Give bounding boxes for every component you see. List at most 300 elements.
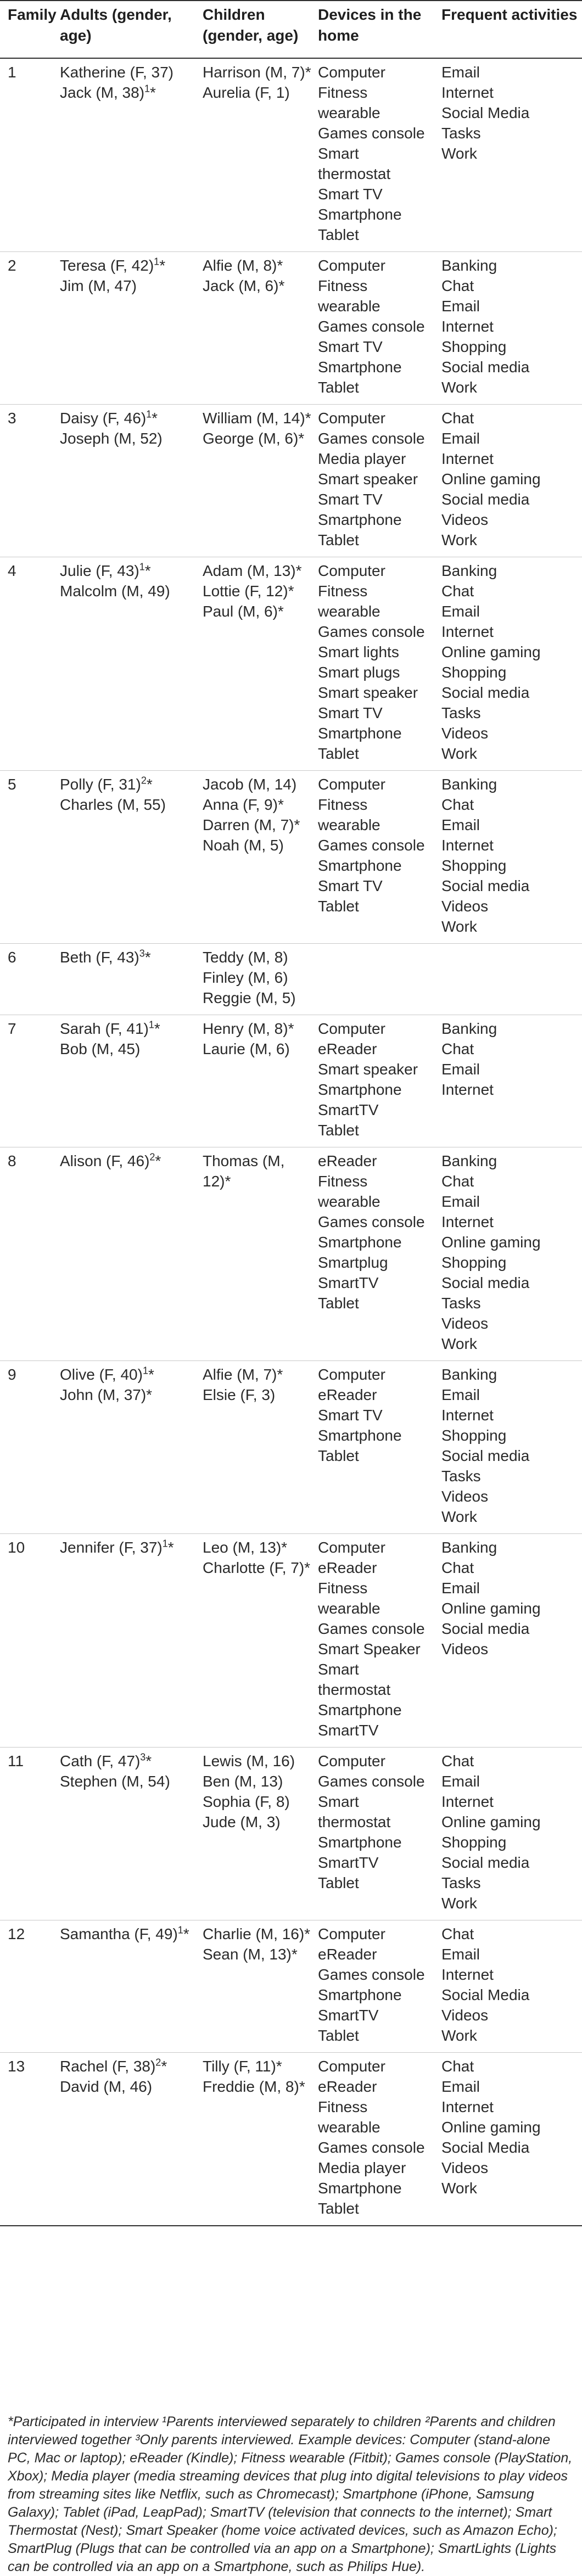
adult-name: Sarah (F, 41) (60, 1020, 149, 1037)
table-row (0, 252, 582, 405)
cell-family: 4 (0, 557, 52, 771)
cell-children (195, 1015, 310, 1147)
cell-children (195, 1534, 310, 1748)
activity-entry: Chat (441, 583, 474, 600)
cell-family: 11 (0, 1748, 52, 1920)
adult-name: Jim (M, 47) (60, 277, 137, 294)
child-entry: Alfie (M, 8)* (203, 257, 283, 274)
activity-entry: Email (441, 1773, 480, 1790)
interview-marker: * (183, 1925, 189, 1942)
activity-entry: Work (441, 1335, 477, 1352)
activity-entry: Social media (441, 1274, 530, 1291)
activity-entry: Social media (441, 1854, 530, 1871)
interview-marker: * (159, 257, 166, 274)
device-entry: eReader (318, 1040, 377, 1057)
cell-activities (434, 1920, 582, 2053)
child-entry: Thomas (M, 12)* (203, 1152, 285, 1190)
cell-activities (434, 1534, 582, 1748)
footnote-marker: 1 (139, 561, 145, 573)
cell-family: 6 (0, 944, 52, 1015)
activity-entry: Tasks (441, 704, 481, 721)
device-entry: Fitness wearable (318, 583, 380, 620)
activity-entry: Email (441, 64, 480, 81)
device-entry: Smart speaker (318, 684, 418, 701)
device-entry: eReader (318, 1946, 377, 1963)
cell-family: 12 (0, 1920, 52, 2053)
activity-entry: Online gaming (441, 643, 541, 660)
cell-activities (434, 1015, 582, 1147)
cell-adults (52, 771, 195, 944)
device-entry: Smart thermostat (318, 145, 391, 182)
activity-entry: Banking (441, 1539, 497, 1556)
adult-name: Katherine (F, 37) (60, 64, 174, 81)
activity-entry: Chat (441, 277, 474, 294)
device-entry: eReader (318, 1152, 377, 1169)
activity-entry: Work (441, 2027, 477, 2044)
child-entry: Sophia (F, 8) (203, 1793, 290, 1810)
activity-entry: Social media (441, 491, 530, 508)
adult-name: Stephen (M, 54) (60, 1773, 170, 1790)
activity-entry: Videos (441, 511, 489, 528)
table-row (0, 1534, 582, 1748)
device-entry: Games console (318, 1773, 425, 1790)
adult-name: Samantha (F, 49) (60, 1925, 178, 1942)
activity-entry: Banking (441, 1366, 497, 1383)
device-entry: Smart Speaker (318, 1640, 421, 1657)
child-entry: Aurelia (F, 1) (203, 84, 290, 101)
activity-entry: Email (441, 298, 480, 315)
table-row (0, 1361, 582, 1534)
activity-entry: Work (441, 1508, 477, 1525)
child-entry: Noah (M, 5) (203, 837, 284, 854)
interview-marker: * (146, 1752, 152, 1769)
device-entry: Smartphone (318, 1986, 402, 2003)
adult-name: Jack (M, 38) (60, 84, 145, 101)
activity-entry: Work (441, 379, 477, 396)
activity-entry: Online gaming (441, 2119, 541, 2136)
device-entry: Tablet (318, 531, 359, 548)
cell-activities (434, 2053, 582, 2226)
cell-activities (434, 58, 582, 252)
activity-entry: Social Media (441, 2139, 530, 2156)
footnote-marker: 3 (140, 1751, 146, 1763)
activity-entry: Work (441, 918, 477, 935)
activity-entry: Chat (441, 1040, 474, 1057)
child-entry: Lottie (F, 12)* (203, 583, 294, 600)
cell-devices (310, 1748, 434, 1920)
device-entry: SmartTV (318, 1722, 379, 1739)
adult-name: Jennifer (F, 37) (60, 1539, 163, 1556)
cell-children (195, 1361, 310, 1534)
child-entry: Adam (M, 13)* (203, 562, 302, 579)
footnote-marker: 1 (162, 1538, 168, 1549)
activity-entry: Videos (441, 1315, 489, 1332)
activity-entry: Internet (441, 1213, 494, 1230)
cell-family: 1 (0, 58, 52, 252)
cell-adults (52, 557, 195, 771)
device-entry: Tablet (318, 226, 359, 243)
table-row (0, 771, 582, 944)
header-activities: Frequent activities (434, 1, 582, 58)
cell-adults (52, 1748, 195, 1920)
activity-entry: Internet (441, 318, 494, 335)
cell-activities (434, 1147, 582, 1361)
adult-name: Julie (F, 43) (60, 562, 139, 579)
cell-adults (52, 252, 195, 405)
child-entry: Reggie (M, 5) (203, 989, 296, 1006)
table-row (0, 1147, 582, 1361)
child-entry: Lewis (M, 16) (203, 1752, 295, 1769)
device-entry: Computer (318, 1366, 385, 1383)
cell-devices (310, 1147, 434, 1361)
device-entry: SmartTV (318, 1101, 379, 1118)
device-entry: Smart thermostat (318, 1661, 391, 1698)
child-entry: Jack (M, 6)* (203, 277, 285, 294)
adult-name: Rachel (F, 38) (60, 2058, 156, 2075)
activity-entry: Chat (441, 410, 474, 427)
adult-entry (60, 1924, 191, 1944)
interview-marker: * (155, 1152, 161, 1169)
activity-entry: Chat (441, 2058, 474, 2075)
adult-name: Cath (F, 47) (60, 1752, 141, 1769)
interview-marker: * (161, 2058, 167, 2075)
adult-name: Polly (F, 31) (60, 776, 141, 793)
device-entry: Computer (318, 776, 385, 793)
device-entry: Smartphone (318, 1834, 402, 1851)
child-entry: Charlie (M, 16)* (203, 1925, 311, 1942)
activity-entry: Email (441, 1061, 480, 1078)
device-entry: Fitness wearable (318, 1173, 380, 1210)
footnote-marker: 3 (139, 948, 145, 959)
child-entry: Henry (M, 8)* (203, 1020, 294, 1037)
footnote-marker: 2 (149, 1151, 155, 1163)
table-row (0, 1920, 582, 2053)
cell-activities (434, 1748, 582, 1920)
footnote-marker: 1 (146, 408, 152, 420)
device-entry: Computer (318, 64, 385, 81)
adult-entry (60, 2076, 191, 2097)
device-entry: Computer (318, 257, 385, 274)
adult-entry (60, 561, 191, 581)
activity-entry: Banking (441, 562, 497, 579)
activity-entry: Internet (441, 623, 494, 640)
interview-marker: * (144, 949, 151, 966)
activity-entry: Shopping (441, 664, 507, 681)
device-entry: Computer (318, 410, 385, 427)
device-entry: Tablet (318, 1447, 359, 1464)
device-entry: Smartphone (318, 1427, 402, 1444)
activity-entry: Tasks (441, 1468, 481, 1485)
activity-entry: Online gaming (441, 1234, 541, 1251)
footnote-marker: 1 (154, 256, 160, 267)
device-entry: Fitness wearable (318, 2098, 380, 2136)
device-entry: Smartphone (318, 1081, 402, 1098)
activity-entry: Social media (441, 877, 530, 894)
activity-entry: Shopping (441, 338, 507, 355)
activity-entry: Internet (441, 1081, 494, 1098)
cell-adults (52, 1147, 195, 1361)
adult-name: John (M, 37) (60, 1386, 147, 1403)
adult-name: Charles (M, 55) (60, 796, 166, 813)
cell-children (195, 2053, 310, 2226)
table-row (0, 1748, 582, 1920)
activity-entry: Online gaming (441, 1600, 541, 1617)
activity-entry: Videos (441, 725, 489, 742)
cell-family: 10 (0, 1534, 52, 1748)
activity-entry: Email (441, 1580, 480, 1597)
cell-adults (52, 58, 195, 252)
activity-entry: Chat (441, 1925, 474, 1942)
cell-activities (434, 944, 582, 1015)
adult-name: David (M, 46) (60, 2078, 153, 2095)
activity-entry: Tasks (441, 1874, 481, 1891)
activity-entry: Social media (441, 359, 530, 376)
device-entry: Smartphone (318, 1234, 402, 1251)
cell-children (195, 58, 310, 252)
table-row (0, 944, 582, 1015)
header-adults: Adults (gender, age) (52, 1, 195, 58)
interview-marker: * (148, 1366, 154, 1383)
adult-name: Olive (F, 40) (60, 1366, 143, 1383)
adult-entry (60, 276, 191, 296)
adult-entry (60, 581, 191, 601)
interview-marker: * (154, 1020, 160, 1037)
device-entry: Tablet (318, 2027, 359, 2044)
cell-devices (310, 1015, 434, 1147)
activity-entry: Internet (441, 1966, 494, 1983)
device-entry: Smart TV (318, 877, 383, 894)
footnote-marker: 1 (148, 1019, 154, 1031)
cell-adults (52, 944, 195, 1015)
cell-adults (52, 1920, 195, 2053)
cell-family: 2 (0, 252, 52, 405)
activity-entry: Social media (441, 684, 530, 701)
table-header (0, 1, 582, 58)
device-entry: Computer (318, 1752, 385, 1769)
device-entry: Fitness wearable (318, 277, 380, 315)
device-entry: Smart plugs (318, 664, 400, 681)
activity-entry: Work (441, 745, 477, 762)
cell-devices (310, 1920, 434, 2053)
child-entry: Paul (M, 6)* (203, 603, 284, 620)
child-entry: Darren (M, 7)* (203, 816, 300, 833)
cell-family: 3 (0, 405, 52, 557)
child-entry: Jacob (M, 14) (203, 776, 297, 793)
device-entry: Smartphone (318, 511, 402, 528)
cell-children (195, 1147, 310, 1361)
table-footnote: *Participated in interview ¹Parents interviewed separately to children ²Parents and children interviewed together ³Only parents interviewed. Example devices: Computer (stand-alone PC, Mac or laptop); eReader (Kindle); Fitness wearable (Fitbit); Games console (PlayStation, Xbox); Media player (media streaming devices that plug into digital televisions to play videos from streaming sites like Netflix, such as Chromecast); Smartphone (iPhone, Samsung Galaxy); Tablet (iPad, LeapPad); SmartTV (television that connects to the internet); Smart Thermostat (Nest); Smart Speaker (home voice activated devices, such as Amazon Echo); SmartPlug (Plugs that can be controlled via an app on a Smartphone); SmartLights (Lights can be controlled via an app on a Smartphone, such as Philips Hue). (8, 2414, 573, 2574)
device-entry: Games console (318, 1213, 425, 1230)
child-entry: Sean (M, 13)* (203, 1946, 298, 1963)
interview-marker: * (146, 1386, 153, 1403)
adult-entry (60, 408, 191, 428)
footnote-marker: 2 (141, 775, 147, 786)
activity-entry: Social Media (441, 1986, 530, 2003)
child-entry: William (M, 14)* (203, 410, 311, 427)
activity-entry: Email (441, 603, 480, 620)
cell-children (195, 1920, 310, 2053)
cell-children (195, 944, 310, 1015)
activity-entry: Internet (441, 1407, 494, 1424)
adult-name: Beth (F, 43) (60, 949, 139, 966)
table-row (0, 2053, 582, 2226)
activity-entry: Shopping (441, 1427, 507, 1444)
device-entry: Media player (318, 2159, 406, 2176)
activity-entry: Internet (441, 2098, 494, 2115)
cell-children (195, 1748, 310, 1920)
adult-entry (60, 1771, 191, 1791)
cell-adults (52, 405, 195, 557)
cell-devices (310, 58, 434, 252)
cell-adults (52, 1534, 195, 1748)
cell-children (195, 771, 310, 944)
activity-entry: Email (441, 1946, 480, 1963)
cell-family: 5 (0, 771, 52, 944)
child-entry: Harrison (M, 7)* (203, 64, 311, 81)
device-entry: Smartphone (318, 359, 402, 376)
cell-children (195, 557, 310, 771)
header-children: Children (gender, age) (195, 1, 310, 58)
device-entry: Tablet (318, 745, 359, 762)
device-entry: SmartTV (318, 1854, 379, 1871)
interview-marker: * (144, 562, 151, 579)
activity-entry: Internet (441, 84, 494, 101)
device-entry: Smart thermostat (318, 1793, 391, 1830)
device-entry: Computer (318, 1020, 385, 1037)
device-entry: Smart TV (318, 186, 383, 203)
activity-entry: Internet (441, 1793, 494, 1810)
child-entry: Teddy (M, 8) (203, 949, 288, 966)
device-entry: eReader (318, 1559, 377, 1576)
cell-devices (310, 1534, 434, 1748)
activity-entry: Email (441, 430, 480, 447)
device-entry: eReader (318, 1386, 377, 1403)
device-entry: Tablet (318, 379, 359, 396)
device-entry: Games console (318, 430, 425, 447)
cell-activities (434, 557, 582, 771)
cell-devices (310, 2053, 434, 2226)
adult-entry (60, 1364, 191, 1385)
device-entry: Games console (318, 837, 425, 854)
footnote-marker: 1 (142, 1365, 148, 1376)
cell-adults (52, 2053, 195, 2226)
activity-entry: Email (441, 1386, 480, 1403)
device-entry: Fitness wearable (318, 84, 380, 121)
footnote-marker: 1 (144, 83, 150, 94)
device-entry: Smart TV (318, 491, 383, 508)
activity-entry: Tasks (441, 1295, 481, 1312)
device-entry: Tablet (318, 898, 359, 915)
device-entry: Computer (318, 1925, 385, 1942)
cell-adults (52, 1361, 195, 1534)
activity-entry: Chat (441, 796, 474, 813)
cell-devices (310, 405, 434, 557)
adult-entry (60, 774, 191, 794)
adult-name: Daisy (F, 46) (60, 410, 147, 427)
cell-devices (310, 557, 434, 771)
child-entry: Alfie (M, 7)* (203, 1366, 283, 1383)
cell-adults (52, 1015, 195, 1147)
device-entry: Games console (318, 318, 425, 335)
device-entry: Smartphone (318, 1701, 402, 1718)
adult-entry (60, 1537, 191, 1558)
cell-activities (434, 1361, 582, 1534)
child-entry: Jude (M, 3) (203, 1813, 281, 1830)
device-entry: Games console (318, 125, 425, 142)
activity-entry: Chat (441, 1173, 474, 1190)
device-entry: Smart speaker (318, 1061, 418, 1078)
interview-marker: * (167, 1539, 174, 1556)
cell-activities (434, 252, 582, 405)
activity-entry: Email (441, 2078, 480, 2095)
cell-family: 9 (0, 1361, 52, 1534)
activity-entry: Email (441, 1193, 480, 1210)
activity-entry: Internet (441, 450, 494, 467)
interview-marker: * (146, 776, 153, 793)
footnote-marker: 1 (177, 1924, 183, 1936)
table-row (0, 557, 582, 771)
adult-name: Joseph (M, 52) (60, 430, 163, 447)
cell-devices (310, 771, 434, 944)
device-entry: SmartTV (318, 2007, 379, 2024)
activity-entry: Videos (441, 1640, 489, 1657)
activity-entry: Chat (441, 1752, 474, 1769)
device-entry: Fitness wearable (318, 1580, 380, 1617)
adult-entry (60, 1018, 191, 1039)
device-entry: SmartTV (318, 1274, 379, 1291)
activity-entry: Banking (441, 1152, 497, 1169)
activity-entry: Work (441, 531, 477, 548)
cell-activities (434, 771, 582, 944)
header-family: Family (0, 1, 52, 58)
cell-children (195, 405, 310, 557)
device-entry: Tablet (318, 1295, 359, 1312)
cell-family: 8 (0, 1147, 52, 1361)
device-entry: Games console (318, 623, 425, 640)
device-entry: Games console (318, 1966, 425, 1983)
adult-entry (60, 428, 191, 449)
device-entry: Smart TV (318, 1407, 383, 1424)
cell-activities (434, 405, 582, 557)
child-entry: Freddie (M, 8)* (203, 2078, 305, 2095)
activity-entry: Shopping (441, 1254, 507, 1271)
activity-entry: Email (441, 816, 480, 833)
device-entry: Smart speaker (318, 471, 418, 488)
device-entry: Games console (318, 2139, 425, 2156)
device-entry: Tablet (318, 1122, 359, 1139)
child-entry: Elsie (F, 3) (203, 1386, 276, 1403)
device-entry: Smartphone (318, 725, 402, 742)
device-entry: Smartphone (318, 206, 402, 223)
activity-entry: Shopping (441, 1834, 507, 1851)
activity-entry: Online gaming (441, 1813, 541, 1830)
device-entry: Fitness wearable (318, 796, 380, 833)
cell-family: 7 (0, 1015, 52, 1147)
activity-entry: Banking (441, 776, 497, 793)
child-entry: Laurie (M, 6) (203, 1040, 290, 1057)
child-entry: Finley (M, 6) (203, 969, 288, 986)
adult-entry (60, 62, 191, 82)
activity-entry: Internet (441, 837, 494, 854)
adult-entry (60, 1385, 191, 1405)
child-entry: Charlotte (F, 7)* (203, 1559, 311, 1576)
device-entry: Tablet (318, 1874, 359, 1891)
cell-devices (310, 944, 434, 1015)
activity-entry: Work (441, 145, 477, 162)
activity-entry: Social media (441, 1447, 530, 1464)
device-entry: Media player (318, 450, 406, 467)
adult-entry (60, 2056, 191, 2076)
